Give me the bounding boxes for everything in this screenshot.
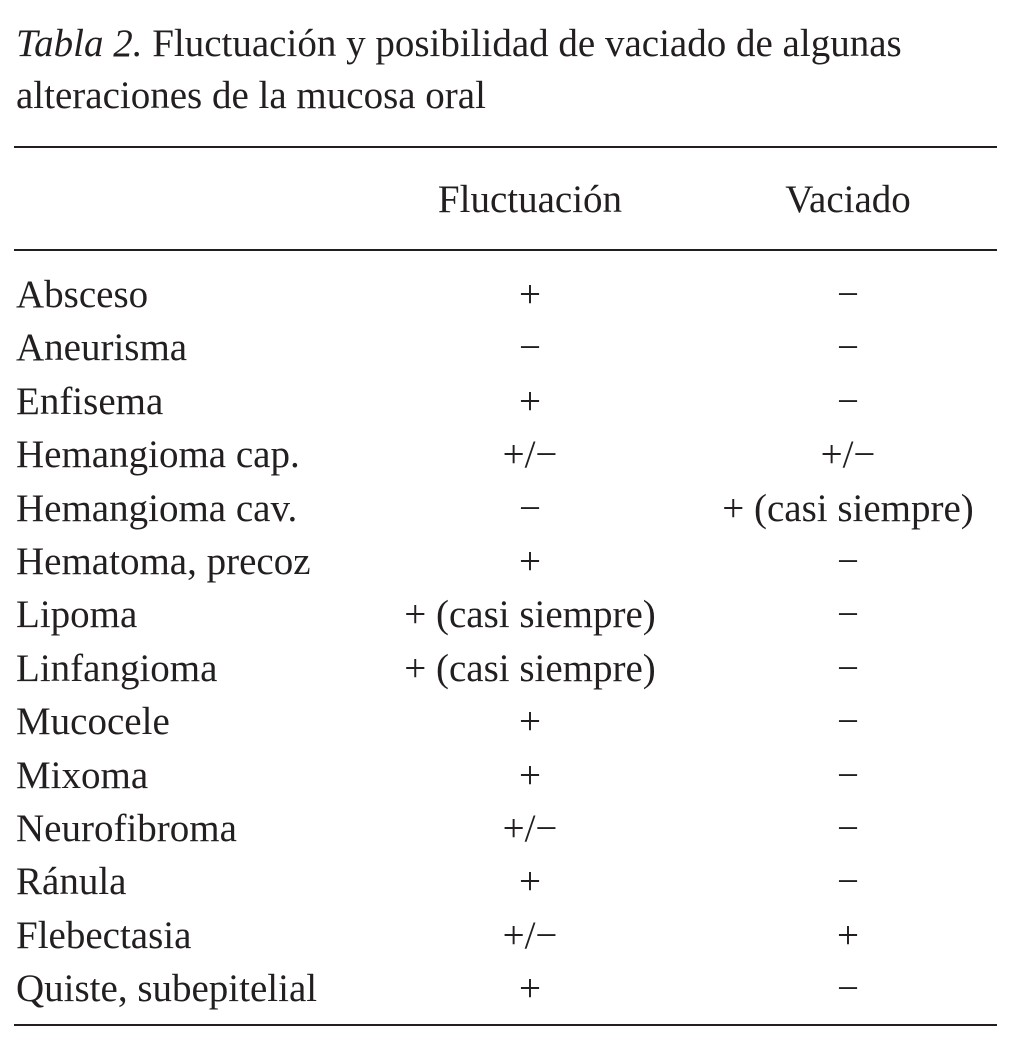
row-vaciado: + <box>837 913 859 957</box>
table-caption <box>16 18 1006 122</box>
header-fluctuacion: Fluctuación <box>437 178 623 221</box>
row-vaciado: + (casi siempre) <box>722 486 974 530</box>
row-vaciado: − <box>837 967 859 1011</box>
table-bottom-rule <box>14 1024 997 1026</box>
table-row <box>0 802 1029 855</box>
row-vaciado: +/− <box>820 433 876 477</box>
row-condition: Linfangioma <box>16 646 218 690</box>
row-condition: Neurofibroma <box>16 806 237 850</box>
table-row <box>0 749 1029 802</box>
table-row <box>0 268 1029 321</box>
row-vaciado: − <box>837 539 859 583</box>
row-vaciado: − <box>837 700 859 744</box>
table-row <box>0 962 1029 1015</box>
row-fluctuacion: +/− <box>502 913 558 957</box>
table-row <box>0 909 1029 962</box>
table-caption-label: Tabla 2. <box>16 22 143 65</box>
row-condition: Mucocele <box>16 700 170 744</box>
row-fluctuacion: + <box>519 860 541 904</box>
table-top-rule <box>14 146 997 148</box>
row-condition: Hemangioma cav. <box>16 486 298 530</box>
row-fluctuacion: + (casi siempre) <box>404 646 656 690</box>
table-row <box>0 588 1029 641</box>
row-fluctuacion: + (casi siempre) <box>404 593 656 637</box>
row-condition: Enfisema <box>16 379 164 423</box>
row-vaciado: − <box>837 806 859 850</box>
table-row <box>0 482 1029 535</box>
row-condition: Hemangioma cap. <box>16 433 300 477</box>
row-fluctuacion: + <box>519 539 541 583</box>
table-row <box>0 855 1029 908</box>
row-fluctuacion: + <box>519 967 541 1011</box>
row-condition: Aneurisma <box>16 326 188 370</box>
table-row <box>0 375 1029 428</box>
table-header-rule <box>14 249 997 251</box>
row-vaciado: − <box>837 273 859 316</box>
row-condition: Hematoma, precoz <box>16 539 311 583</box>
row-condition: Flebectasia <box>16 913 192 957</box>
row-fluctuacion: − <box>519 486 541 530</box>
row-fluctuacion: − <box>519 326 541 370</box>
table-row <box>0 695 1029 748</box>
row-vaciado: − <box>837 379 859 423</box>
row-fluctuacion: + <box>519 700 541 744</box>
row-vaciado: − <box>837 326 859 370</box>
row-vaciado: − <box>837 860 859 904</box>
table-caption-text: Fluctuación y posibilidad de vaciado de algunas alteraciones de la mucosa oral <box>16 22 902 117</box>
row-condition: Absceso <box>16 273 149 316</box>
row-condition: Quiste, subepitelial <box>16 967 318 1011</box>
row-fluctuacion: +/− <box>502 433 558 477</box>
table-body <box>0 268 1029 1015</box>
row-vaciado: − <box>837 646 859 690</box>
table-row <box>0 535 1029 588</box>
row-vaciado: − <box>837 753 859 797</box>
table-row <box>0 428 1029 481</box>
row-fluctuacion: + <box>519 379 541 423</box>
row-condition: Lipoma <box>16 593 138 637</box>
table-row <box>0 321 1029 374</box>
row-fluctuacion: + <box>519 273 541 316</box>
row-vaciado: − <box>837 593 859 637</box>
row-condition: Mixoma <box>16 753 149 797</box>
row-condition: Ránula <box>16 860 127 904</box>
row-fluctuacion: +/− <box>502 806 558 850</box>
row-fluctuacion: + <box>519 753 541 797</box>
table-row <box>0 642 1029 695</box>
header-vaciado: Vaciado <box>785 178 911 221</box>
